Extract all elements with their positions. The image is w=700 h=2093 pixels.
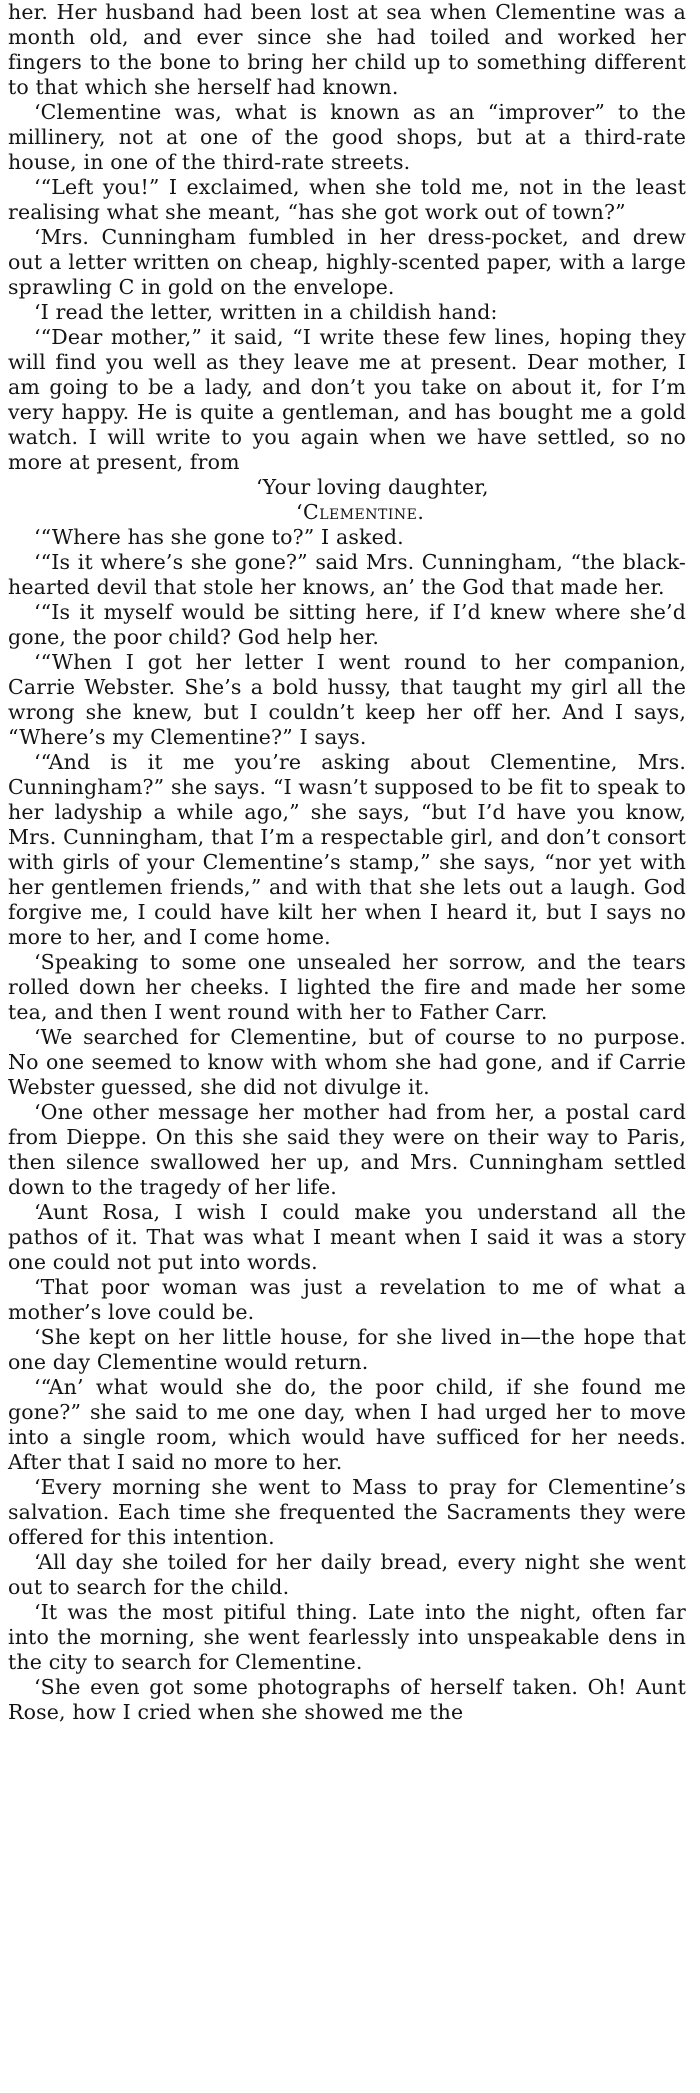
paragraph-1: her. Her husband had been lost at sea when Clementine was a month old, and ever since she had toiled and worked her fingers to the bone to bring her child up to something different to that which she herself had known.: [8, 0, 686, 99]
paragraph-9: ‘“Where has she gone to?” I asked.: [34, 525, 404, 549]
paragraph-11: ‘“Is it myself would be sitting here, if I’d knew where she’d gone, the poor child? God help her.: [8, 600, 686, 649]
paragraph-4: ‘Mrs. Cunningham fumbled in her dress-pocket, and drew out a letter written on cheap, highly-scented paper, with a large sprawling C in gold on the envelope.: [8, 225, 686, 299]
paragraph-23: ‘It was the most pitiful thing. Late into the night, often far into the morning, she went fearlessly into unspeakable dens in the city to search for Clementine.: [8, 1600, 686, 1674]
paragraph-2: ‘Clementine was, what is known as an “improver” to the millinery, not at one of the good shops, but at a third-rate house, in one of the third-rate streets.: [8, 100, 686, 174]
paragraph-20: ‘“An’ what would she do, the poor child, if she found me gone?” she said to me one day, when I had urged her to move into a single room, which would have sufficed for her needs. After that I said no more to her.: [8, 1375, 686, 1474]
paragraph-21: ‘Every morning she went to Mass to pray for Clementine’s salvation. Each time she frequented the Sacraments they were offered for this intention.: [8, 1475, 686, 1549]
paragraph-10: ‘“Is it where’s she gone?” said Mrs. Cunningham, “the black-hearted devil that stole her knows, an’ the God that made her.: [8, 550, 686, 599]
paragraph-15: ‘We searched for Clementine, but of course to no purpose. No one seemed to know with whom she had gone, and if Carrie Webster guessed, she did not divulge it.: [8, 1025, 686, 1099]
paragraph-22: ‘All day she toiled for her daily bread, every night she went out to search for the child.: [8, 1550, 686, 1599]
paragraph-13: ‘“And is it me you’re asking about Clementine, Mrs. Cunningham?” she says. “I wasn’t supposed to be fit to speak to her ladyship a while ago,” she says, “but I’d have you know, Mrs. Cunningham, that I’m a respectable girl, and don’t consort with girls of your Clementine’s stamp,” she says, “nor yet with her gentlemen friends,” and with that she lets out a laugh. God forgive me, I could have kilt her when I heard it, but I says no more to her, and I come home.: [8, 750, 686, 949]
paragraph-24: ‘She even got some photographs of herself taken. Oh! Aunt Rose, how I cried when she showed me the: [8, 1675, 686, 1724]
paragraph-5: ‘I read the letter, written in a childish hand:: [34, 300, 498, 324]
paragraph-12: ‘“When I got her letter I went round to her companion, Carrie Webster. She’s a bold hussy, that taught my girl all the wrong she knew, but I couldn’t keep her off her. And I says, “Where’s my Clementine?” I says.: [8, 650, 686, 749]
letter-body: ‘“Dear mother,” it said, “I write these few lines, hoping they will find you well as they leave me at present. Dear mother, I am going to be a lady, and don’t you take on about it, for I’m very happy. He is quite a gentleman, and has bought me a gold watch. I will write to you again when we have settled, so no more at present, from: [8, 325, 686, 474]
paragraph-16: ‘One other message her mother had from her, a postal card from Dieppe. On this she said they were on their way to Paris, then silence swallowed her up, and Mrs. Cunningham settled down to the tragedy of her life.: [8, 1100, 686, 1199]
letter-signoff: ‘Your loving daughter,: [256, 475, 489, 499]
paragraph-18: ‘That poor woman was just a revelation to me of what a mother’s love could be.: [8, 1275, 686, 1324]
paragraph-14: ‘Speaking to some one unsealed her sorrow, and the tears rolled down her cheeks. I lighted the fire and made her some tea, and then I went round with her to Father Carr.: [8, 950, 686, 1024]
paragraph-3: ‘“Left you!” I exclaimed, when she told me, not in the least realising what she meant, “has she got work out of town?”: [8, 175, 686, 224]
letter-signature: ‘Clementine.: [296, 500, 425, 524]
paragraph-19: ‘She kept on her little house, for she lived in—the hope that one day Clementine would return.: [8, 1325, 686, 1374]
paragraph-17: ‘Aunt Rosa, I wish I could make you understand all the pathos of it. That was what I meant when I said it was a story one could not put into words.: [8, 1200, 686, 1274]
